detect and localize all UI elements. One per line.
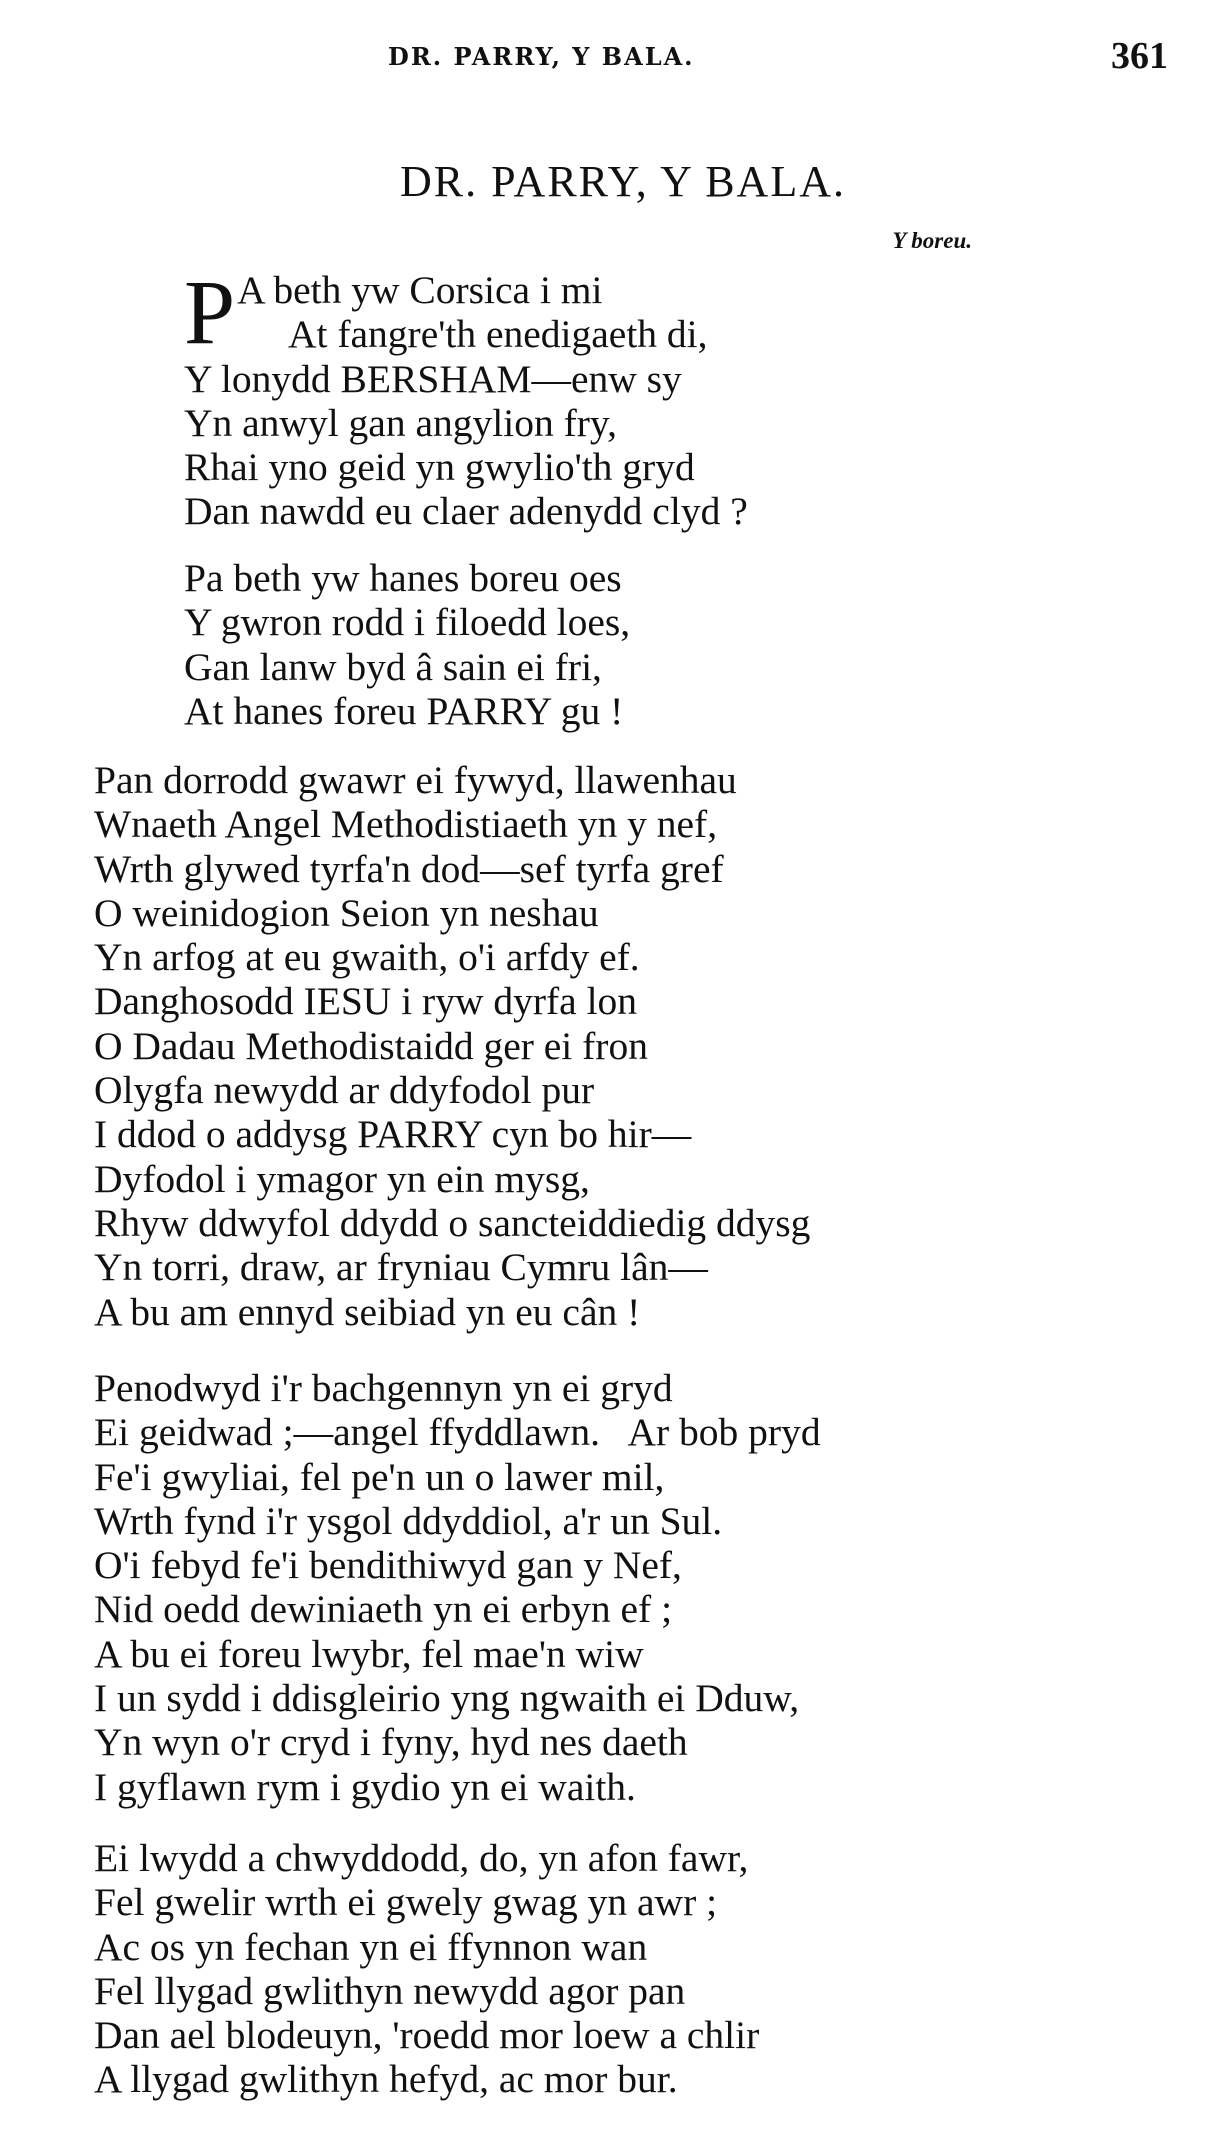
verse-line: O Dadau Methodistaidd ger ei fron bbox=[94, 1023, 648, 1068]
verse-line: A bu am ennyd seibiad yn eu cân ! bbox=[94, 1289, 641, 1334]
verse-line: Pa beth yw hanes boreu oes bbox=[184, 556, 622, 600]
verse-line: Rhyw ddwyfol ddydd o sancteiddiedig ddysg bbox=[94, 1200, 811, 1245]
verse-line: I un sydd i ddisgleirio yng ngwaith ei Dduw, bbox=[94, 1676, 800, 1721]
verse-line: At hanes foreu PARRY gu ! bbox=[184, 688, 624, 733]
verse-line: A beth yw Corsica i mi bbox=[237, 268, 603, 312]
verse-line: Fel gwelir wrth ei gwely gwag yn awr ; bbox=[94, 1880, 718, 1925]
verse-line: Olygfa newydd ar ddyfodol pur bbox=[94, 1068, 595, 1113]
running-head bbox=[0, 35, 1206, 78]
verse-line: Ei geidwad ;—angel ffyddlawn. Ar bob pryd bbox=[94, 1410, 821, 1455]
stanza-1 bbox=[184, 261, 1206, 534]
verse-line: Fe'i gwyliai, fel pe'n un o lawer mil, bbox=[94, 1454, 665, 1499]
verse-line: At fangre'th enedigaeth di, bbox=[288, 312, 708, 357]
verse-line: A bu ei foreu lwybr, fel mae'n wiw bbox=[94, 1631, 644, 1676]
verse-line: Rhai yno geid yn gwylio'th gryd bbox=[184, 445, 695, 490]
verse-line: Fel llygad gwlithyn newydd agor pan bbox=[94, 1968, 686, 2013]
verse-line: Dyfodol i ymagor yn ein mysg, bbox=[94, 1156, 590, 1201]
verse-line: Penodwyd i'r bachgennyn yn ei gryd bbox=[94, 1366, 673, 1410]
page-number: 361 bbox=[1111, 35, 1168, 77]
verse-line: Dan ael blodeuyn, 'roedd mor loew a chlir bbox=[94, 2013, 760, 2058]
stanza-3 bbox=[94, 758, 1206, 1334]
stanza-5 bbox=[94, 1836, 1206, 2102]
verse-line: Yn torri, draw, ar fryniau Cymru lân— bbox=[94, 1245, 708, 1290]
verse-line: Y lonydd BERSHAM—enw sy bbox=[184, 356, 682, 401]
verse-line: Yn anwyl gan angylion fry, bbox=[184, 400, 617, 445]
verse-line: Ac os yn fechan yn ei ffynnon wan bbox=[94, 1924, 648, 1969]
running-title: DR. PARRY, Y BALA. bbox=[388, 42, 695, 71]
verse-line: Ei lwydd a chwyddodd, do, yn afon fawr, bbox=[94, 1836, 749, 1880]
verse-line: Dan nawdd eu claer adenydd clyd ? bbox=[184, 489, 748, 534]
verse-line: I gyflawn rym i gydio yn ei waith. bbox=[94, 1764, 636, 1809]
poem-title: DR. PARRY, Y BALA. bbox=[400, 157, 846, 206]
stanza-4 bbox=[94, 1366, 1206, 1809]
verse-line: Danghosodd IESU i ryw dyrfa lon bbox=[94, 979, 638, 1024]
verse-line: Yn arfog at eu gwaith, o'i arfdy ef. bbox=[94, 935, 640, 980]
stanza-2 bbox=[184, 556, 1206, 733]
verse-line: I ddod o addysg PARRY cyn bo hir— bbox=[94, 1112, 692, 1157]
verse-line: Wrth fynd i'r ysgol ddyddiol, a'r un Sul. bbox=[94, 1498, 723, 1543]
verse-line: Y gwron rodd i filoedd loes, bbox=[184, 600, 631, 645]
drop-cap: P bbox=[184, 261, 236, 363]
tune-name: Y boreu. bbox=[892, 228, 972, 253]
verse-line: Wrth glywed tyrfa'n dod—sef tyrfa gref bbox=[94, 846, 724, 891]
verse-line: Pan dorrodd gwawr ei fywyd, llawenhau bbox=[94, 758, 737, 802]
verse-line: A llygad gwlithyn hefyd, ac mor bur. bbox=[94, 2057, 678, 2102]
verse-line: Yn wyn o'r cryd i fyny, hyd nes daeth bbox=[94, 1720, 688, 1765]
verse-line: Wnaeth Angel Methodistiaeth yn y nef, bbox=[94, 802, 718, 847]
verse-line: Nid oedd dewiniaeth yn ei erbyn ef ; bbox=[94, 1587, 673, 1632]
verse-line: O weinidogion Seion yn neshau bbox=[94, 890, 599, 935]
verse-line: O'i febyd fe'i bendithiwyd gan y Nef, bbox=[94, 1543, 682, 1588]
verse-line: Gan lanw byd â sain ei fri, bbox=[184, 644, 602, 689]
